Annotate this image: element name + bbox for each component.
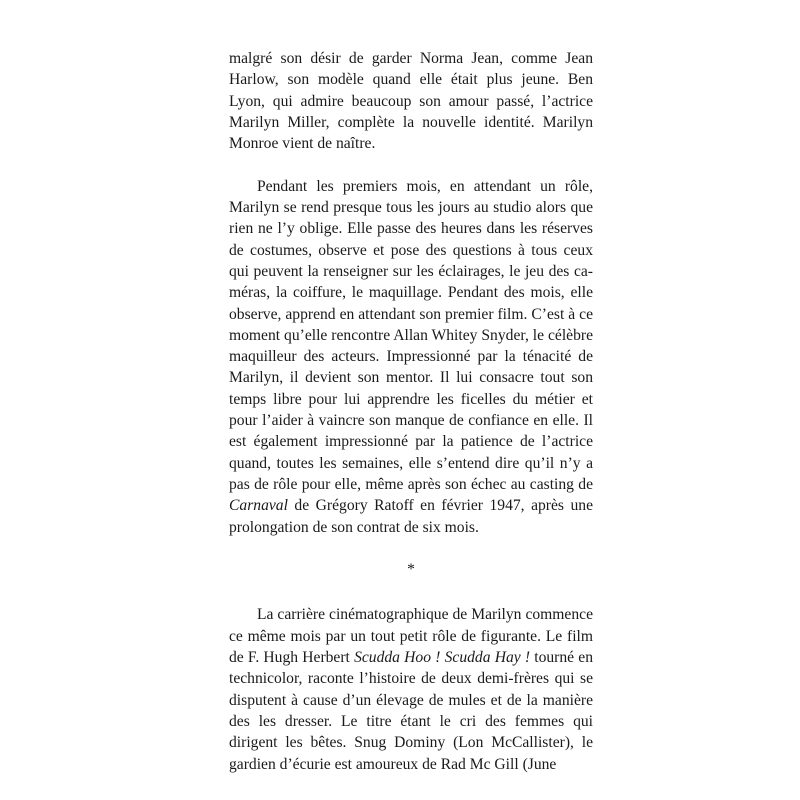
paragraph-2 [229,176,593,538]
paragraph-2-text-b: de Grégory Ratoff en février 1947, après une prolongation de son contrat de six mois. [229,497,593,536]
book-page [229,48,593,775]
section-spacer-bottom [229,580,593,604]
paragraph-spacer [229,154,593,175]
section-separator: * [407,561,415,579]
paragraph-3-text-a: La carrière cinématographique de Marilyn commence ce même mois par un tout petit rôle de figurante. Le film de F. Hugh Herbert [229,606,593,667]
paragraph-3-text-b: tourné en technicolor, raconte l’histoire de deux demi-frères qui se disputent à cause d’un élevage de mules et de la manière des les dresser. Le titre étant le cri des femmes qui dirigent les bêtes. Snug Dominy (Lon McCallister), le gardien d’écurie est amoureux de Rad Mc Gill (June [229,649,593,773]
paragraph-2-text-a: Pendant les premiers mois, en attendant un rôle, Marilyn se rend presque tous les jours au studio alors que rien ne l’y oblige. Elle passe des heures dans les réserves de costumes, observe et pose des questions à tous ceux qui peuvent la renseigner sur les éclairages, le jeu des caméras, la coiffure, le maquillage. Pendant des mois, elle observe, apprend en attendant son premier film. C’est à ce moment qu’elle rencontre Allan Whitey Snyder, le célèbre maquilleur des acteurs. Impressionné par la ténacité de Marilyn, il devient son mentor. Il lui consacre tout son temps libre pour lui apprendre les ficelles du métier et pour l’aider à vaincre son manque de confiance en elle. Il est également impressionné par la patience de l’actrice quand, toutes les semaines, elle s’entend dire qu’il n’y a pas de rôle pour elle, même après son échec au casting de [229,177,593,493]
paragraph-1-text: malgré son désir de garder Norma Jean, comme Jean Harlow, son modèle quand elle était plus jeune. Ben Lyon, qui admire beaucoup son amour passé, l’actrice Marilyn Miller, complète la nouvelle identité. Marilyn Monroe vient de naître. [229,50,593,153]
film-title-carnaval: Carnaval [229,497,288,515]
paragraph-3 [229,604,593,774]
section-spacer-top [229,538,593,559]
film-title-scudda-hoo: Scudda Hoo ! Scudda Hay ! [354,649,531,667]
paragraph-1 [229,48,593,154]
